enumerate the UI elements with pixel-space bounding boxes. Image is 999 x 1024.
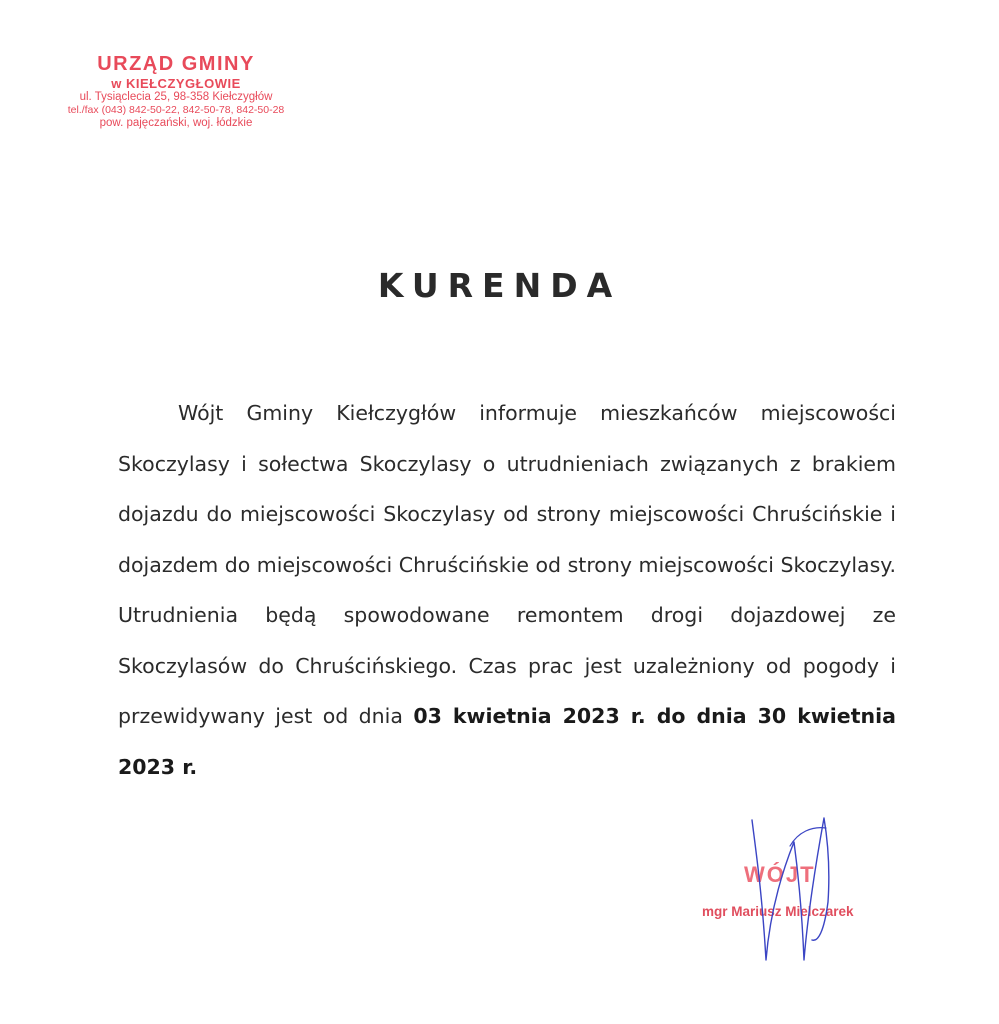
- stamp-phone: tel./fax (043) 842-50-22, 842-50-78, 842-50-28: [67, 104, 285, 116]
- office-stamp: [60, 52, 292, 130]
- document-body: [118, 388, 896, 792]
- stamp-district: pow. pajęczański, woj. łódzkie: [99, 117, 253, 129]
- signature-block: [690, 812, 890, 972]
- stamp-office-location: w KIEŁCZYGŁOWIE: [111, 76, 241, 91]
- signature-title: WÓJT: [744, 862, 816, 887]
- document-title: KURENDA: [377, 266, 622, 305]
- body-text: Wójt Gminy Kiełczygłów informuje mieszkańców miejscowości Skoczylasy i sołectwa Skoczylasy o utrudnieniach związanych z brakiem dojazdu do miejscowości Skoczylasy od strony miejscowości Chruścińskie i dojazdem do miejscowości Chruścińskie od strony miejscowości Skoczylasy. Utrudnienia będą spowodowane remontem drogi dojazdowej ze Skoczylasów do Chruścińskiego. Czas prac jest uzależniony od pogody i przewidywany jest od dnia: [118, 401, 896, 728]
- date-range: 03 kwietnia 2023 r. do dnia 30 kwietnia 2023 r.: [118, 704, 896, 779]
- signatory-name: mgr Mariusz Mielczarek: [702, 904, 854, 919]
- stamp-address: ul. Tysiąclecia 25, 98-358 Kiełczygłów: [79, 91, 273, 103]
- handwritten-signature-icon: [690, 812, 890, 972]
- stamp-office-name: URZĄD GMINY: [97, 53, 255, 75]
